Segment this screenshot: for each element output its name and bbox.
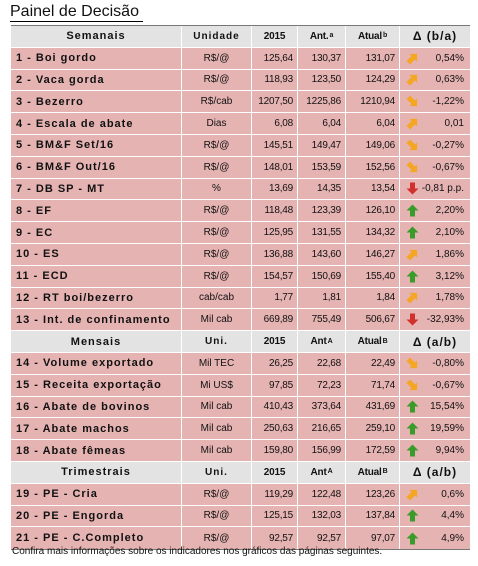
- arrow-up-icon: [406, 226, 419, 239]
- indicator-row: [11, 157, 470, 179]
- indicator-name: 15 - Receita exportação: [16, 379, 162, 392]
- variation-cell: [399, 179, 470, 200]
- arrow-down-icon: [406, 182, 419, 195]
- variation-cell: [399, 91, 470, 112]
- variation-cell: [399, 266, 470, 287]
- indicator-unit: Mil cab: [181, 440, 251, 461]
- indicator-name: 2 - Vaca gorda: [16, 73, 105, 86]
- indicator-name: 8 - EF: [16, 204, 52, 217]
- indicator-unit: Mil cab: [181, 309, 251, 330]
- value-current: 431,69: [345, 397, 399, 418]
- variation-value: -1,22%: [432, 96, 464, 108]
- value-previous: 123,50: [297, 70, 345, 91]
- indicator-row: [11, 288, 470, 310]
- value-2015: 92,57: [251, 527, 297, 549]
- arrow-up-right-icon: [406, 488, 419, 501]
- value-previous: 755,49: [297, 309, 345, 330]
- indicator-row: [11, 375, 470, 397]
- indicator-name: 19 - PE - Cria: [16, 488, 98, 501]
- value-current: 126,10: [345, 200, 399, 221]
- value-current: 124,29: [345, 70, 399, 91]
- panel-title: Painel de Decisão: [10, 3, 143, 22]
- indicator-name: 11 - ECD: [16, 270, 69, 283]
- indicator-row: [11, 222, 470, 244]
- indicator-row: [11, 397, 470, 419]
- value-current: 149,06: [345, 135, 399, 156]
- variation-cell: [399, 309, 470, 330]
- value-2015: 154,57: [251, 266, 297, 287]
- value-previous: 149,47: [297, 135, 345, 156]
- value-current: 152,56: [345, 157, 399, 178]
- value-previous: 1225,86: [297, 91, 345, 112]
- indicator-name: 20 - PE - Engorda: [16, 509, 125, 522]
- variation-cell: [399, 135, 470, 156]
- variation-cell: [399, 200, 470, 221]
- indicator-unit: R$/@: [181, 200, 251, 221]
- indicator-name: 12 - RT boi/bezerro: [16, 291, 135, 304]
- previous-column-header: Ant A: [297, 331, 345, 352]
- indicator-unit: Mi US$: [181, 375, 251, 396]
- value-previous: 131,55: [297, 222, 345, 243]
- variation-cell: [399, 48, 470, 69]
- variation-cell: [399, 418, 470, 439]
- arrow-up-icon: [406, 509, 419, 522]
- footnote: Confira mais informações sobre os indicadores nos gráficos das páginas seguintes.: [12, 546, 383, 557]
- variation-value: 0,6%: [441, 488, 464, 500]
- section-header-row: [11, 331, 470, 353]
- previous-header-text: Ant: [310, 336, 327, 348]
- indicator-row: [11, 70, 470, 92]
- variation-cell: [399, 397, 470, 418]
- value-2015: 26,25: [251, 353, 297, 374]
- variation-cell: [399, 375, 470, 396]
- indicator-name: 7 - DB SP - MT: [16, 182, 105, 195]
- value-current: 1,84: [345, 288, 399, 309]
- variation-value: -32,93%: [426, 314, 464, 326]
- arrow-up-icon: [406, 422, 419, 435]
- indicator-unit: cab/cab: [181, 288, 251, 309]
- value-current: 155,40: [345, 266, 399, 287]
- value-2015: 250,63: [251, 418, 297, 439]
- indicator-unit: R$/@: [181, 157, 251, 178]
- section-label: Trimestrais: [61, 466, 131, 479]
- value-current: 259,10: [345, 418, 399, 439]
- variation-value: -0,80%: [432, 357, 464, 369]
- value-previous: 72,23: [297, 375, 345, 396]
- indicator-unit: R$/@: [181, 70, 251, 91]
- value-previous: 22,68: [297, 353, 345, 374]
- current-column-header: Atual B: [345, 462, 399, 483]
- arrow-up-right-icon: [406, 73, 419, 86]
- unit-column-header: Unidade: [181, 26, 251, 47]
- year-2015-column-header: 2015: [251, 331, 297, 352]
- variation-value: 0,63%: [435, 74, 464, 86]
- value-2015: 159,80: [251, 440, 297, 461]
- indicator-unit: R$/@: [181, 527, 251, 549]
- indicator-row: [11, 113, 470, 135]
- indicator-unit: Mil cab: [181, 418, 251, 439]
- arrow-up-icon: [406, 400, 419, 413]
- decision-table: [11, 25, 470, 550]
- variation-cell: [399, 353, 470, 374]
- variation-cell: [399, 244, 470, 265]
- variation-value: 0,54%: [435, 52, 464, 64]
- indicator-unit: R$/cab: [181, 91, 251, 112]
- current-header-text: Atual: [357, 466, 382, 478]
- indicator-row: [11, 200, 470, 222]
- value-current: 97,07: [345, 527, 399, 549]
- indicator-name: 6 - BM&F Out/16: [16, 161, 116, 174]
- indicator-row: [11, 48, 470, 70]
- arrow-down-right-icon: [406, 139, 419, 152]
- value-2015: 125,95: [251, 222, 297, 243]
- variation-cell: [399, 527, 470, 549]
- variation-value: -0,67%: [432, 161, 464, 173]
- indicator-name: 21 - PE - C.Completo: [16, 532, 145, 545]
- value-previous: 153,59: [297, 157, 345, 178]
- indicator-name: 17 - Abate machos: [16, 422, 130, 435]
- value-previous: 150,69: [297, 266, 345, 287]
- arrow-down-right-icon: [406, 95, 419, 108]
- value-current: 131,07: [345, 48, 399, 69]
- value-current: 22,49: [345, 353, 399, 374]
- indicator-unit: R$/@: [181, 484, 251, 505]
- variation-value: -0,67%: [432, 379, 464, 391]
- variation-cell: [399, 113, 470, 134]
- value-previous: 123,39: [297, 200, 345, 221]
- variation-cell: [399, 157, 470, 178]
- value-2015: 119,29: [251, 484, 297, 505]
- value-previous: 156,99: [297, 440, 345, 461]
- value-2015: 97,85: [251, 375, 297, 396]
- value-2015: 410,43: [251, 397, 297, 418]
- section-label: Mensais: [70, 335, 122, 348]
- indicator-name: 1 - Boi gordo: [16, 52, 97, 65]
- value-previous: 373,64: [297, 397, 345, 418]
- indicator-row: [11, 440, 470, 462]
- variation-value: -0,27%: [432, 139, 464, 151]
- value-2015: 669,89: [251, 309, 297, 330]
- indicator-name: 4 - Escala de abate: [16, 117, 134, 130]
- indicator-name: 10 - ES: [16, 248, 60, 261]
- value-previous: 92,57: [297, 527, 345, 549]
- indicator-row: [11, 353, 470, 375]
- value-current: 123,26: [345, 484, 399, 505]
- indicator-unit: Mil TEC: [181, 353, 251, 374]
- indicator-unit: R$/@: [181, 48, 251, 69]
- variation-cell: [399, 288, 470, 309]
- arrow-down-right-icon: [406, 161, 419, 174]
- indicator-unit: R$/@: [181, 222, 251, 243]
- indicator-row: [11, 244, 470, 266]
- value-2015: 148,01: [251, 157, 297, 178]
- value-current: 506,67: [345, 309, 399, 330]
- variation-column-header: Δ (b/a): [399, 26, 470, 47]
- variation-value: 0,01: [444, 118, 464, 130]
- variation-value: 15,54%: [430, 401, 464, 413]
- year-2015-column-header: 2015: [251, 462, 297, 483]
- unit-column-header: Uni.: [181, 331, 251, 352]
- value-current: 6,04: [345, 113, 399, 134]
- indicator-name: 18 - Abate fêmeas: [16, 444, 127, 457]
- current-header-text: Atual: [357, 30, 382, 42]
- value-current: 1210,94: [345, 91, 399, 112]
- variation-column-header: Δ (a/b): [399, 462, 470, 483]
- previous-header-text: Ant.: [309, 30, 329, 42]
- value-previous: 6,04: [297, 113, 345, 134]
- value-2015: 1,77: [251, 288, 297, 309]
- variation-value: 1,86%: [435, 248, 464, 260]
- value-current: 134,32: [345, 222, 399, 243]
- indicator-unit: Dias: [181, 113, 251, 134]
- value-current: 13,54: [345, 179, 399, 200]
- indicator-unit: R$/@: [181, 266, 251, 287]
- value-previous: 122,48: [297, 484, 345, 505]
- indicator-row: [11, 506, 470, 528]
- indicator-unit: R$/@: [181, 244, 251, 265]
- variation-value: 4,9%: [441, 532, 464, 544]
- arrow-down-icon: [406, 313, 419, 326]
- current-column-header: Atual B: [345, 331, 399, 352]
- arrow-up-right-icon: [406, 117, 419, 130]
- indicator-unit: %: [181, 179, 251, 200]
- value-previous: 216,65: [297, 418, 345, 439]
- arrow-up-right-icon: [406, 291, 419, 304]
- arrow-up-icon: [406, 204, 419, 217]
- value-2015: 145,51: [251, 135, 297, 156]
- indicator-row: [11, 135, 470, 157]
- value-previous: 132,03: [297, 506, 345, 527]
- indicator-unit: R$/@: [181, 506, 251, 527]
- variation-cell: [399, 506, 470, 527]
- variation-value: 1,78%: [435, 292, 464, 304]
- year-2015-column-header: 2015: [251, 26, 297, 47]
- value-2015: 125,15: [251, 506, 297, 527]
- variation-cell: [399, 484, 470, 505]
- variation-value: 9,94%: [435, 445, 464, 457]
- value-2015: 136,88: [251, 244, 297, 265]
- arrow-up-icon: [406, 444, 419, 457]
- arrow-up-right-icon: [406, 248, 419, 261]
- value-previous: 130,37: [297, 48, 345, 69]
- value-current: 172,59: [345, 440, 399, 461]
- variation-cell: [399, 440, 470, 461]
- unit-column-header: Uni.: [181, 462, 251, 483]
- value-previous: 14,35: [297, 179, 345, 200]
- indicator-unit: R$/@: [181, 135, 251, 156]
- indicator-name: 13 - Int. de confinamento: [16, 313, 171, 326]
- variation-cell: [399, 70, 470, 91]
- arrow-up-right-icon: [406, 52, 419, 65]
- value-2015: 118,93: [251, 70, 297, 91]
- value-2015: 6,08: [251, 113, 297, 134]
- variation-value: -0,81 p.p.: [421, 183, 464, 195]
- arrow-up-icon: [406, 270, 419, 283]
- indicator-row: [11, 309, 470, 331]
- arrow-up-icon: [406, 532, 419, 545]
- value-2015: 118,48: [251, 200, 297, 221]
- variation-value: 2,20%: [435, 205, 464, 217]
- indicator-row: [11, 484, 470, 506]
- value-2015: 1207,50: [251, 91, 297, 112]
- current-column-header: Atual b: [345, 26, 399, 47]
- variation-value: 19,59%: [430, 423, 464, 435]
- value-2015: 125,64: [251, 48, 297, 69]
- variation-cell: [399, 222, 470, 243]
- indicator-row: [11, 266, 470, 288]
- indicator-name: 3 - Bezerro: [16, 95, 84, 108]
- variation-value: 3,12%: [435, 270, 464, 282]
- arrow-down-right-icon: [406, 357, 419, 370]
- indicator-row: [11, 418, 470, 440]
- value-2015: 13,69: [251, 179, 297, 200]
- arrow-down-right-icon: [406, 379, 419, 392]
- indicator-row: [11, 179, 470, 201]
- previous-column-header: Ant A: [297, 462, 345, 483]
- section-header-row: [11, 26, 470, 48]
- variation-value: 2,10%: [435, 227, 464, 239]
- indicator-row: [11, 91, 470, 113]
- value-current: 146,27: [345, 244, 399, 265]
- indicator-name: 16 - Abate de bovinos: [16, 400, 151, 413]
- indicator-name: 5 - BM&F Set/16: [16, 139, 115, 152]
- value-current: 71,74: [345, 375, 399, 396]
- indicator-name: 14 - Volume exportado: [16, 357, 155, 370]
- current-header-text: Atual: [357, 336, 382, 348]
- previous-header-text: Ant: [310, 466, 327, 478]
- section-header-row: [11, 462, 470, 484]
- value-previous: 143,60: [297, 244, 345, 265]
- indicator-unit: Mil cab: [181, 397, 251, 418]
- value-previous: 1,81: [297, 288, 345, 309]
- value-current: 137,84: [345, 506, 399, 527]
- section-label: Semanais: [66, 30, 126, 43]
- variation-value: 4,4%: [441, 510, 464, 522]
- indicator-name: 9 - EC: [16, 226, 54, 239]
- variation-column-header: Δ (a/b): [399, 331, 470, 352]
- previous-column-header: Ant. a: [297, 26, 345, 47]
